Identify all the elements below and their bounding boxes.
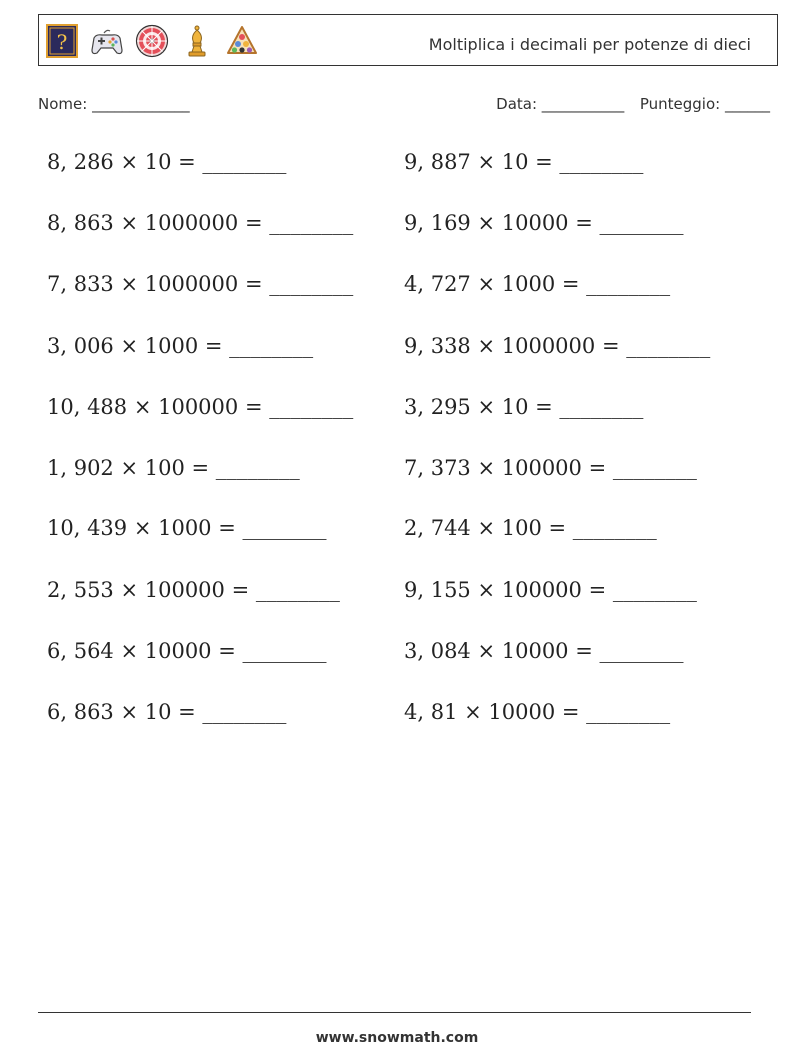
svg-text:?: ? [56, 30, 68, 54]
problem-1: 8, 286 × 10 = ________ [47, 150, 287, 174]
footer-divider [38, 1012, 751, 1013]
problem-10: 3, 295 × 10 = ________ [404, 395, 644, 419]
name-blank: _____________ [92, 95, 190, 113]
billiard-rack-icon [225, 24, 259, 58]
date-label: Data: [496, 95, 538, 113]
dartboard-icon [135, 24, 169, 58]
problem-17: 6, 564 × 10000 = ________ [47, 639, 327, 663]
problem-7: 3, 006 × 1000 = ________ [47, 334, 314, 358]
date-blank: ___________ [541, 95, 625, 113]
problem-6: 4, 727 × 1000 = ________ [404, 272, 671, 296]
problem-20: 4, 81 × 10000 = ________ [404, 700, 671, 724]
worksheet-header [38, 14, 778, 66]
problem-19: 6, 863 × 10 = ________ [47, 700, 287, 724]
problem-9: 10, 488 × 100000 = ________ [47, 395, 354, 419]
problem-14: 2, 744 × 100 = ________ [404, 516, 657, 540]
worksheet-title: Moltiplica i decimali per potenze di dieci [428, 35, 751, 54]
problem-12: 7, 373 × 100000 = ________ [404, 456, 697, 480]
question-card-icon [45, 24, 79, 58]
score-blank: ______ [725, 95, 770, 113]
problem-2: 9, 887 × 10 = ________ [404, 150, 644, 174]
score-label: Punteggio: [639, 95, 721, 113]
problem-13: 10, 439 × 1000 = ________ [47, 516, 327, 540]
name-field [38, 95, 190, 113]
problem-11: 1, 902 × 100 = ________ [47, 456, 300, 480]
problem-4: 9, 169 × 10000 = ________ [404, 211, 684, 235]
icon-row [45, 23, 259, 59]
chess-bishop-icon [180, 24, 214, 58]
problem-5: 7, 833 × 1000000 = ________ [47, 272, 354, 296]
footer-url: www.snowmath.com [315, 1030, 479, 1046]
problem-16: 9, 155 × 100000 = ________ [404, 578, 697, 602]
game-controller-icon [90, 24, 124, 58]
problem-3: 8, 863 × 1000000 = ________ [47, 211, 354, 235]
problem-15: 2, 553 × 100000 = ________ [47, 578, 340, 602]
date-score-fields [496, 95, 770, 113]
name-label: Nome: [38, 95, 88, 113]
problem-8: 9, 338 × 1000000 = ________ [404, 334, 711, 358]
problem-18: 3, 084 × 10000 = ________ [404, 639, 684, 663]
